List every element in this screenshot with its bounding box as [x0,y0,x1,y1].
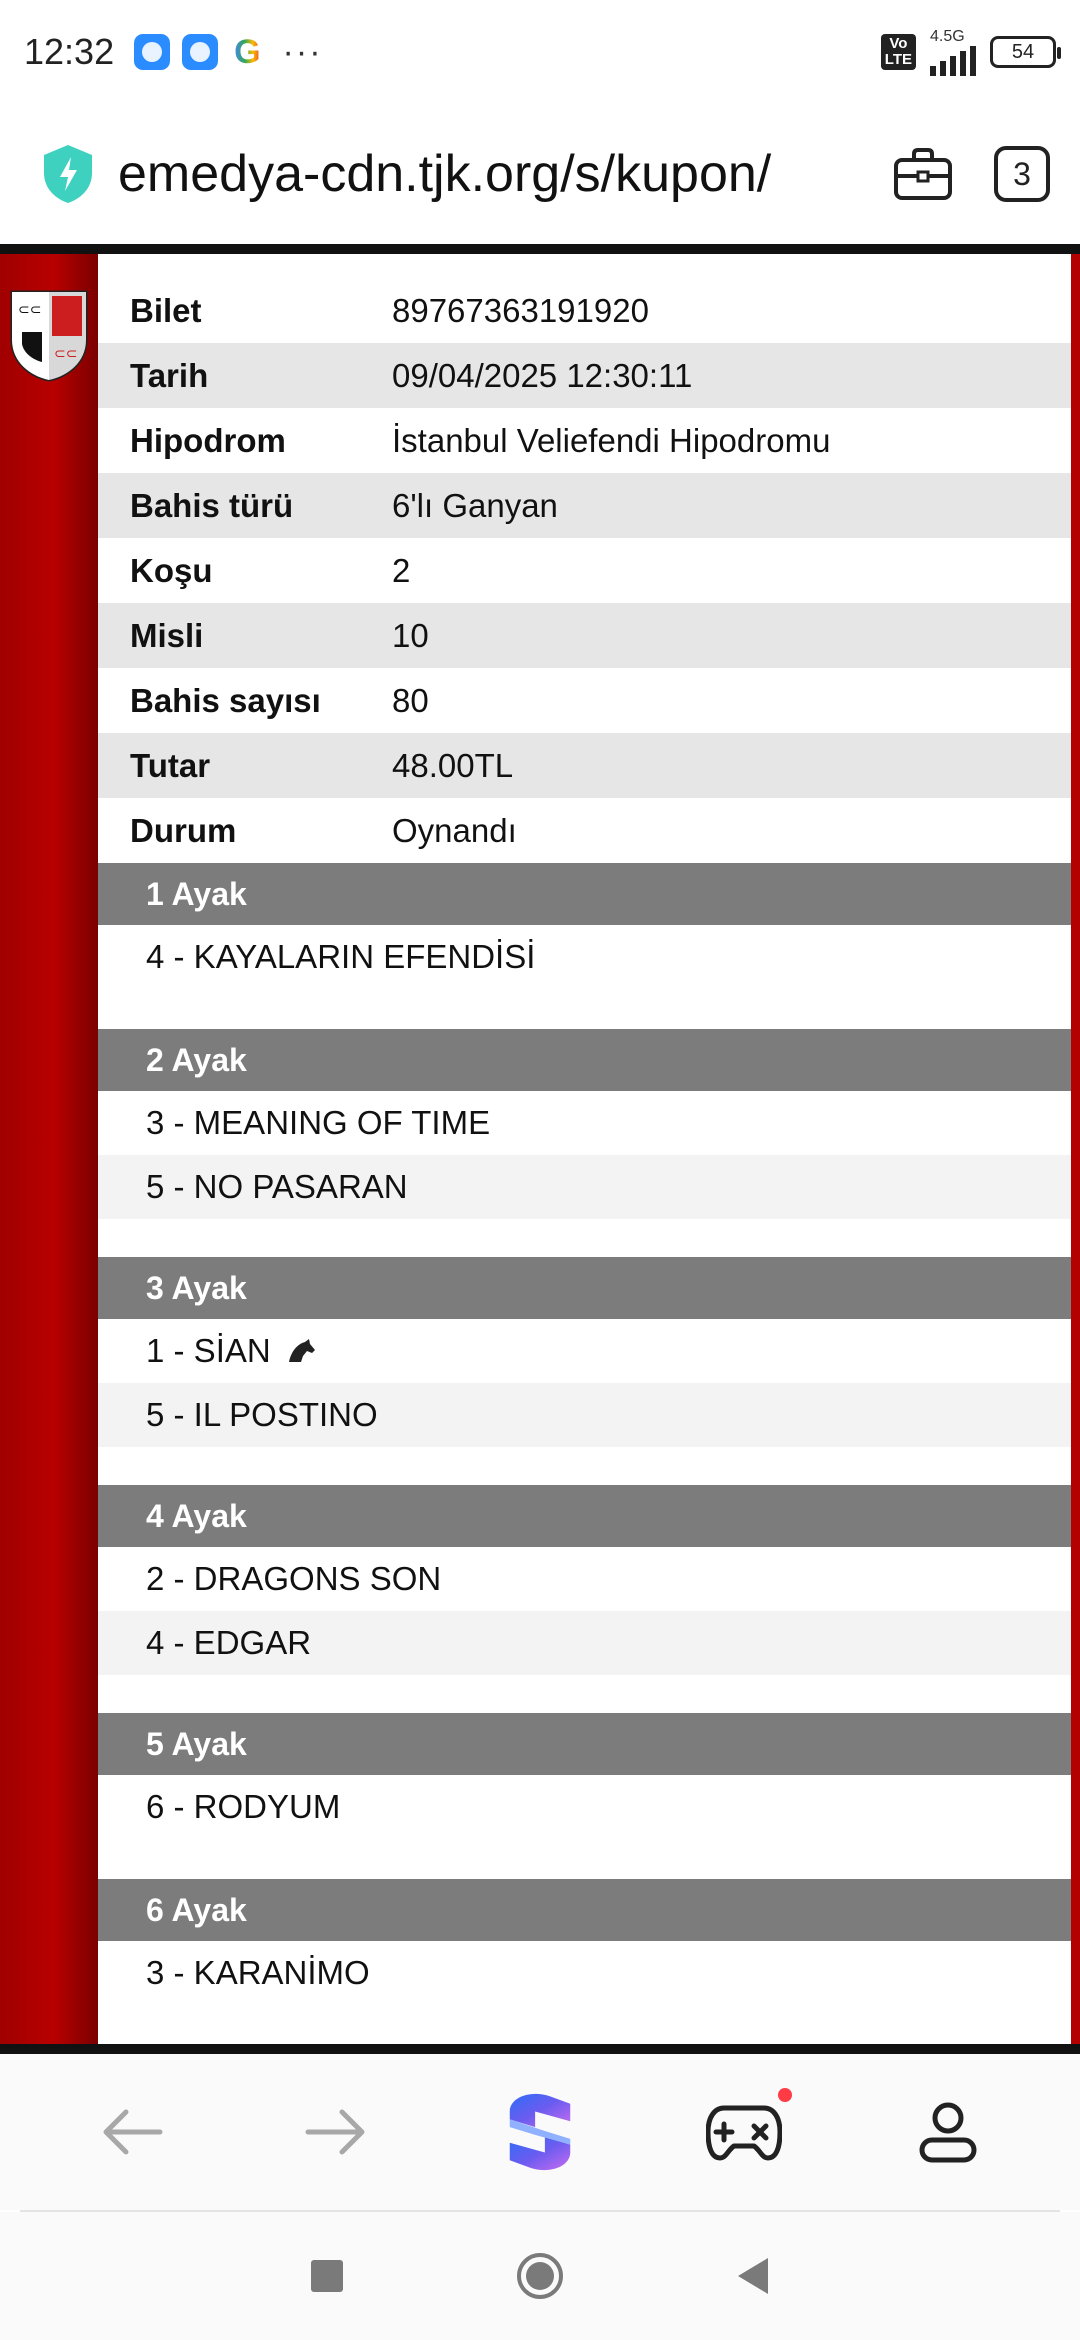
status-time: 12:32 [24,31,115,72]
status-bar [0,0,1080,104]
info-row-bahis-sayisi [98,668,1071,733]
google-icon: G [234,32,261,71]
info-value: 80 [392,681,429,719]
horse-row: 6 - RODYUM [146,1788,341,1825]
horse-row-with-icon [98,1319,1071,1383]
battery-icon [990,36,1056,68]
ticket-panel [98,254,1071,2044]
info-row-tarih [98,343,1071,408]
url-text[interactable]: emedya-cdn.tjk.org/s/kupon/ [118,145,772,203]
right-red-band [1071,254,1080,2044]
battery-level: 54 [1011,40,1035,63]
divider [0,2044,1080,2054]
info-value: 09/04/2025 12:30:11 [392,356,693,394]
system-back-button[interactable] [713,2236,793,2316]
info-row-tutar [98,733,1071,798]
info-row-hipodrom [98,408,1071,473]
ai-assistant-icon [500,2087,580,2177]
leg-header: 3 Ayak [98,1257,1071,1319]
briefcase-icon[interactable] [892,146,954,202]
gamepad-icon [706,2102,782,2162]
notification-app-icon [134,34,170,70]
horse-head-icon [287,1338,317,1364]
arrow-left-icon [100,2108,164,2156]
leg-header: 6 Ayak [98,1879,1071,1941]
svg-text:⊂⊂: ⊂⊂ [54,346,78,362]
forward-button[interactable] [296,2092,376,2172]
info-row-durum [98,798,1071,863]
signal-icon [930,46,976,76]
info-value: Oynandı [392,811,517,849]
more-notifications-icon: ··· [282,32,323,71]
info-key: Misli [130,616,204,654]
horse-row: 3 - KARANİMO [146,1954,370,1991]
games-button[interactable] [704,2092,784,2172]
network-type: 4.5G [930,28,965,45]
info-key: Bahis sayısı [130,681,321,719]
horse-row: 4 - EDGAR [98,1611,1071,1675]
user-icon [918,2100,978,2164]
info-value: 6'lı Ganyan [392,486,558,524]
notification-app-icon-2 [182,34,218,70]
leg-header: 2 Ayak [98,1029,1071,1091]
leg-header: 1 Ayak [98,863,1071,925]
square-icon [310,2259,344,2293]
horse-row: 3 - MEANING OF TIME [146,1104,491,1141]
browser-toolbar [0,2054,1080,2210]
assistant-button[interactable] [500,2092,580,2172]
info-value: 10 [392,616,429,654]
info-value: İstanbul Veliefendi Hipodromu [392,421,831,459]
info-row-bahis-turu [98,473,1071,538]
back-button[interactable] [92,2092,172,2172]
leg-header: 5 Ayak [98,1713,1071,1775]
info-key: Hipodrom [130,421,286,459]
home-button[interactable] [500,2236,580,2316]
info-key: Koşu [130,551,213,589]
info-key: Durum [130,811,237,849]
horse-row: 4 - KAYALARIN EFENDİSİ [146,938,536,975]
info-key: Tarih [130,356,209,394]
info-value: 48.00TL [392,746,514,784]
horse-row: 5 - IL POSTINO [98,1383,1071,1447]
left-red-band [0,254,98,2044]
shield-icon [40,143,96,205]
profile-button[interactable] [908,2092,988,2172]
system-navigation [0,2212,1080,2340]
info-row-bilet [98,278,1071,343]
info-row-kosu [98,538,1071,603]
circle-icon [515,2251,565,2301]
info-key: Tutar [130,746,211,784]
arrow-right-icon [304,2108,368,2156]
leg-header: 4 Ayak [98,1485,1071,1547]
info-value: 89767363191920 [392,291,649,329]
divider [0,244,1080,254]
svg-text:⊂⊂: ⊂⊂ [18,302,42,318]
info-key: Bahis türü [130,486,294,524]
tab-count: 3 [1013,155,1031,192]
triangle-back-icon [736,2256,770,2296]
tabs-button[interactable] [994,146,1050,202]
tjk-logo-icon [8,288,90,382]
horse-name: 1 - SİAN [146,1332,271,1369]
volte-icon: Vo LTE [881,34,916,70]
horse-row: 5 - NO PASARAN [98,1155,1071,1219]
horse-row: 2 - DRAGONS SON [146,1560,442,1597]
web-page [0,244,1080,2054]
info-row-misli [98,603,1071,668]
recents-button[interactable] [287,2236,367,2316]
address-bar[interactable] [0,104,1080,244]
info-value: 2 [392,551,411,589]
notification-dot [778,2088,792,2102]
info-key: Bilet [130,291,202,329]
